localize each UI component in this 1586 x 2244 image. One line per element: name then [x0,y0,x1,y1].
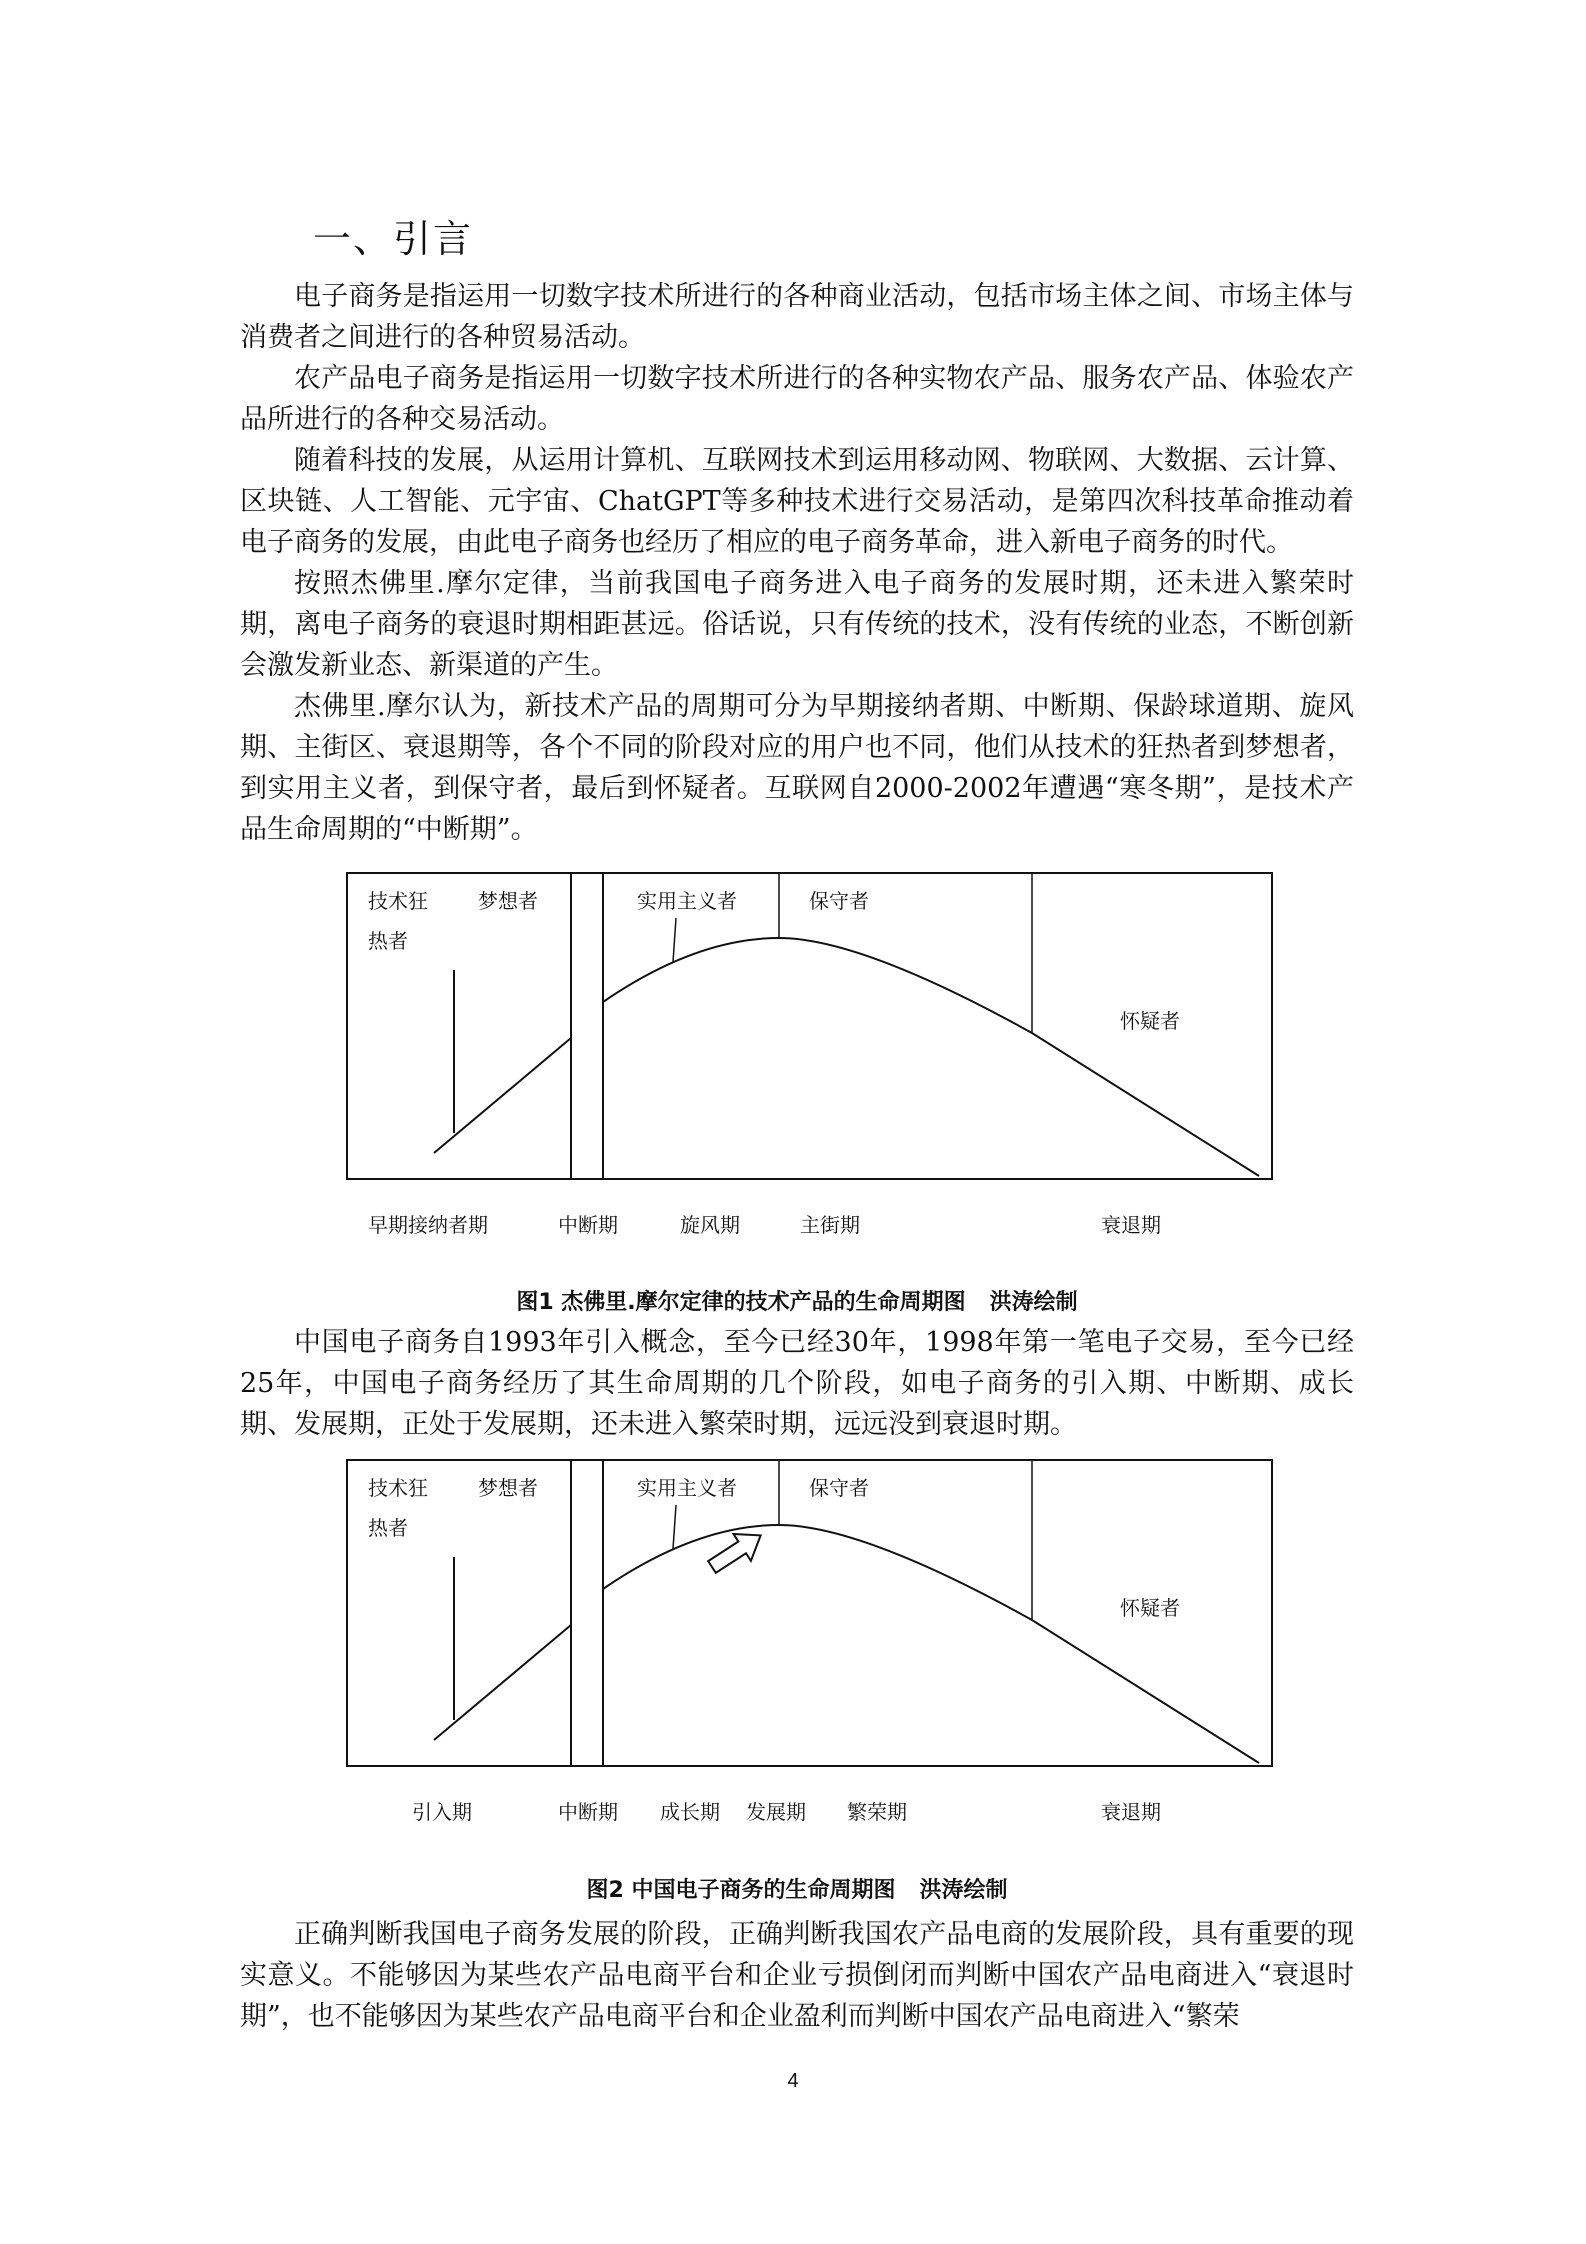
stage-tornado: 旋风期 [680,1213,740,1237]
current-stage-arrow-icon [703,1522,769,1580]
figure-2-author: 洪涛绘制 [919,1878,1008,1903]
label-conservative: 保守者 [809,1476,869,1500]
paragraph-4: 按照杰佛里.摩尔定律，当前我国电子商务进入电子商务的发展时期，还未进入繁荣时期，离电子商务的衰退时期相距甚远。俗话说，只有传统的技术，没有传统的业态，不断创新会激发新业态、新渠道的产生。 [240,568,1354,681]
label-conservative: 保守者 [809,889,869,913]
figure-2-diagram [346,1457,1276,1837]
paragraph-3: 随着科技的发展，从运用计算机、互联网技术到运用移动网、物联网、大数据、云计算、区块链、人工智能、元宇宙、ChatGPT等多种技术进行交易活动，是第四次科技革命推动着电子商务的发展，由此电子商务也经历了相应的电子商务革命，进入新电子商务的时代。 [240,445,1354,558]
stage-introduction: 引入期 [412,1800,472,1824]
adoption-curve-main [603,1525,1259,1763]
figure-2-caption-text: 图2 中国电子商务的生命周期图 [586,1878,896,1903]
stage-decline: 衰退期 [1101,1800,1161,1824]
label-enthusiast-2: 热者 [368,1516,408,1540]
figure-1-author: 洪涛绘制 [989,1290,1078,1315]
page-number: 4 [787,2070,799,2092]
paragraph-6: 中国电子商务自1993年引入概念，至今已经30年，1998年第一笔电子交易，至今已经25年，中国电子商务经历了其生命周期的几个阶段，如电子商务的引入期、中断期、成长期、发展期，正处于发展期，还未进入繁荣时期，远远没到衰退时期。 [240,1327,1354,1440]
figure-1 [346,870,1276,1250]
paragraph-7: 正确判断我国电子商务发展的阶段，正确判断我国农产品电商的发展阶段，具有重要的现实意义。不能够因为某些农产品电商平台和企业亏损倒闭而判断中国农产品电商进入“衰退时期”，也不能够因为某些农产品电商平台和企业盈利而判断中国农产品电商进入“繁荣 [240,1919,1354,2032]
label-visionary: 梦想者 [478,1476,538,1500]
figure-1-caption-text: 图1 杰佛里.摩尔定律的技术产品的生命周期图 [516,1290,966,1315]
stage-chasm: 中断期 [558,1213,618,1237]
figure-2 [346,1457,1276,1837]
stage-main-street: 主街期 [800,1213,860,1237]
label-enthusiast-1: 技术狂 [368,889,428,913]
stage-early-adopters: 早期接纳者期 [368,1213,488,1237]
paragraph-1: 电子商务是指运用一切数字技术所进行的各种商业活动，包括市场主体之间、市场主体与消费者之间进行的各种贸易活动。 [240,281,1354,353]
label-skeptic: 怀疑者 [1120,1009,1180,1033]
label-enthusiast-1: 技术狂 [368,1476,428,1500]
marker-line-pragmatist [673,1505,676,1549]
label-pragmatist: 实用主义者 [637,889,737,913]
figure-1-diagram [346,870,1276,1250]
label-enthusiast-2: 热者 [368,929,408,953]
stage-decline: 衰退期 [1101,1213,1161,1237]
figure-2-caption [240,1873,1354,1904]
stage-development: 发展期 [746,1800,806,1824]
label-skeptic: 怀疑者 [1120,1596,1180,1620]
paragraph-2: 农产品电子商务是指运用一切数字技术所进行的各种实物农产品、服务农产品、体验农产品所进行的各种交易活动。 [240,363,1354,435]
label-pragmatist: 实用主义者 [637,1476,737,1500]
stage-growth: 成长期 [660,1800,720,1824]
stage-prosperity: 繁荣期 [847,1800,907,1824]
stage-chasm: 中断期 [558,1800,618,1824]
label-visionary: 梦想者 [478,889,538,913]
section-title: 一、引言 [313,217,474,261]
figure-1-caption [240,1285,1354,1316]
marker-line-pragmatist [673,918,676,962]
paragraph-5: 杰佛里.摩尔认为，新技术产品的周期可分为早期接纳者期、中断期、保龄球道期、旋风期、主街区、衰退期等，各个不同的阶段对应的用户也不同，他们从技术的狂热者到梦想者，到实用主义者，到保守者，最后到怀疑者。互联网自2000-2002年遭遇“寒冬期”，是技术产品生命周期的“中断期”。 [240,691,1354,845]
adoption-curve-main [603,938,1259,1176]
